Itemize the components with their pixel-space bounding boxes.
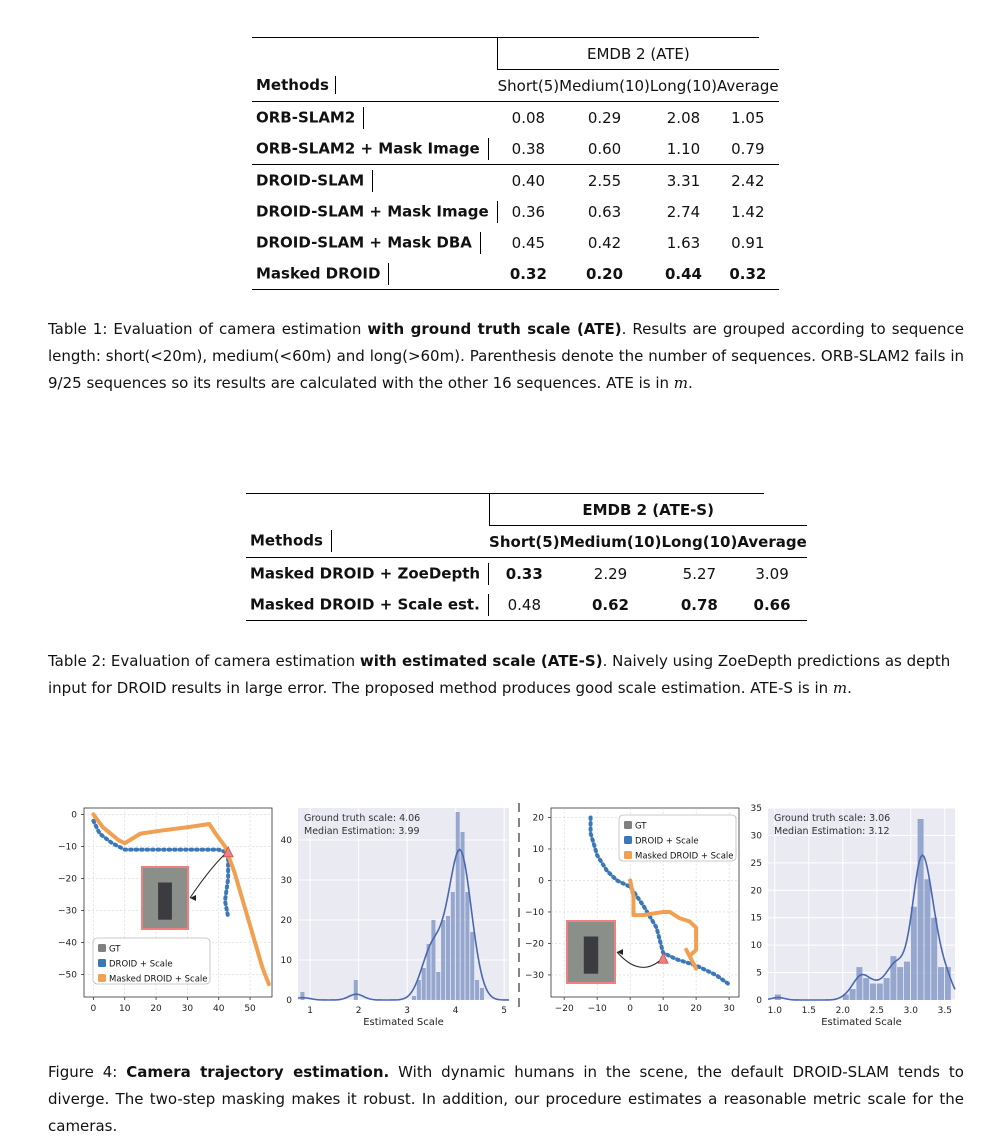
x-axis-label: Estimated Scale (821, 1017, 902, 1028)
x-tick-label: 0 (627, 1004, 634, 1014)
histogram-bar (931, 918, 937, 1000)
histogram-bar (446, 916, 450, 1000)
method-name: DROID-SLAM (256, 171, 365, 189)
x-tick-label: 30 (181, 1004, 194, 1014)
x-tick-label: 1.5 (801, 1006, 816, 1016)
cell: 0.78 (680, 595, 718, 614)
histogram-bar (436, 972, 440, 1000)
y-tick-label: −30 (58, 906, 77, 917)
table-1-col-long: Long(10) (649, 76, 718, 95)
y-tick-label: −10 (525, 907, 544, 918)
cell: 0.36 (511, 202, 546, 221)
histogram-bar (354, 980, 358, 1000)
legend-droid-swatch (98, 959, 106, 967)
table-row (252, 196, 779, 227)
table-1-methods-header: Methods (256, 76, 329, 95)
histogram-bar (870, 984, 876, 1000)
cell: 2.42 (731, 171, 765, 190)
y-tick-label: −20 (525, 939, 544, 950)
method-name: ORB-SLAM2 + Mask Image (256, 139, 480, 157)
cell: 1.42 (731, 202, 765, 221)
histogram-bar (465, 892, 469, 1000)
y-tick-label: −30 (525, 970, 544, 981)
x-axis-label: Estimated Scale (363, 1017, 444, 1028)
gt-scale-label: Ground truth scale: 4.06 (304, 813, 421, 824)
y-tick-label: 20 (532, 813, 544, 824)
cell: 0.40 (511, 171, 546, 190)
method-name: Masked DROID + ZoeDepth (250, 564, 481, 582)
legend-droid-label: DROID + Scale (109, 959, 173, 970)
y-tick-label: −10 (58, 842, 77, 853)
legend-masked-swatch (624, 851, 632, 859)
histogram-bar (850, 989, 856, 1000)
cell: 0.42 (587, 233, 622, 252)
cell: 3.31 (666, 171, 701, 190)
histogram-bar (412, 996, 416, 1000)
cell: 0.33 (505, 564, 543, 583)
cell: 2.29 (593, 564, 628, 583)
table-2-col-short: Short(5) (489, 532, 560, 551)
cell: 0.20 (586, 264, 624, 283)
figure-4 (0, 795, 1003, 1035)
table-1-col-medium: Medium(10) (559, 76, 650, 95)
cell: 5.27 (682, 564, 717, 583)
cell: 0.44 (664, 264, 702, 283)
cell: 0.29 (587, 108, 622, 127)
y-tick-label: −50 (58, 970, 77, 981)
method-name: DROID-SLAM + Mask Image (256, 202, 489, 220)
x-tick-label: −10 (587, 1004, 607, 1014)
cell: 2.74 (666, 202, 701, 221)
histogram-bar (480, 988, 484, 1000)
cell: 0.63 (587, 202, 622, 221)
legend-droid-label: DROID + Scale (635, 836, 699, 847)
legend-droid-swatch (624, 836, 632, 844)
y-tick-label: −40 (58, 938, 77, 949)
method-name: ORB-SLAM2 (256, 108, 356, 126)
x-tick-label: 2 (355, 1006, 362, 1016)
cell: 1.63 (666, 233, 701, 252)
cell: 1.05 (731, 108, 765, 127)
y-tick-label: 0 (286, 996, 292, 1006)
table-row (246, 589, 807, 621)
trajectory-plot-left (58, 808, 272, 1014)
x-tick-label: 30 (723, 1004, 735, 1014)
cell: 0.32 (509, 264, 547, 283)
cell: 0.91 (731, 233, 765, 252)
histogram-bar (897, 967, 903, 1000)
histogram-bar (924, 879, 930, 1000)
legend-gt-label: GT (109, 944, 121, 955)
figure-4-caption: Figure 4: Camera trajectory estimation. With dynamic humans in the scene, the default DROID-SLAM tends to diverge. The two-step masking makes it robust. In addition, our procedure estimates a reasonable metric scale for the cameras. (48, 1063, 964, 1135)
histogram-bar (884, 978, 890, 1000)
x-tick-label: 1.0 (767, 1006, 782, 1016)
table-row (252, 165, 779, 197)
histogram-right (751, 804, 955, 1028)
table-1-col-short: Short(5) (497, 76, 560, 95)
x-tick-label: 20 (150, 1004, 162, 1014)
x-tick-label: 5 (501, 1006, 508, 1016)
histogram-bar (300, 992, 304, 1000)
legend-gt-swatch (98, 944, 106, 952)
y-tick-label: 30 (280, 876, 292, 886)
histogram-bar (441, 920, 445, 1000)
x-tick-label: 10 (119, 1004, 131, 1014)
histogram-bar (904, 962, 910, 1000)
histogram-bar (451, 892, 455, 1000)
x-tick-label: 0 (90, 1004, 97, 1014)
person-silhouette (158, 883, 172, 920)
y-tick-label: 0 (756, 996, 762, 1006)
y-tick-label: −20 (58, 874, 77, 885)
histogram-bar (918, 819, 924, 1000)
histogram-bar (431, 920, 435, 1000)
histogram-bar (475, 980, 479, 1000)
histogram-bar (863, 978, 869, 1000)
y-tick-label: 5 (756, 968, 762, 979)
legend-masked-label: Masked DROID + Scale (635, 851, 734, 862)
legend-gt-label: GT (635, 821, 647, 832)
method-name: DROID-SLAM + Mask DBA (256, 233, 472, 251)
y-tick-label: 35 (750, 804, 762, 814)
table-2-group-header: EMDB 2 (ATE-S) (489, 494, 807, 526)
table-1-group-header: EMDB 2 (ATE) (498, 38, 779, 70)
legend-masked-swatch (98, 974, 106, 982)
y-tick-label: 10 (532, 844, 544, 855)
y-tick-label: 30 (750, 831, 762, 842)
legend-gt-swatch (624, 821, 632, 829)
method-name: Masked DROID (256, 264, 381, 282)
histogram-bar (456, 812, 460, 1000)
table-row (252, 227, 779, 258)
y-tick-label: 0 (538, 876, 544, 887)
x-tick-label: 3.5 (937, 1006, 952, 1016)
table-1-caption: Table 1: Evaluation of camera estimation with ground truth scale (ATE). Results are grouped according to sequence length: short(<20m), medium(<60m) and long(>60m). Parenthesis denote the number of sequences. ORB-SLAM2 fails in 9/25 sequences so its results are calculated with the other 16 sequences. ATE is in m. (48, 320, 965, 392)
histogram-bar (422, 968, 426, 1000)
table-2-caption: Table 2: Evaluation of camera estimation with estimated scale (ATE-S). Naively using ZoeDepth predictions as depth input for DROID results in large error. The proposed method produces good scale estimation. ATE-S is in m. (48, 652, 951, 697)
person-silhouette (584, 937, 598, 974)
cell: 0.79 (731, 139, 765, 158)
y-tick-label: 10 (750, 941, 762, 952)
table-2-col-medium: Medium(10) (559, 532, 662, 551)
table-1 (252, 37, 779, 290)
x-tick-label: 2.0 (835, 1006, 850, 1016)
histogram-bar (877, 984, 883, 1000)
x-tick-label: 10 (657, 1004, 669, 1014)
method-name: Masked DROID + Scale est. (250, 595, 480, 613)
histogram-bar (938, 967, 944, 1000)
y-tick-label: 25 (750, 858, 762, 869)
histogram-bar (470, 932, 474, 1000)
x-tick-label: −20 (554, 1004, 574, 1014)
cell: 0.60 (587, 139, 622, 158)
y-tick-label: 40 (280, 836, 292, 846)
y-tick-label: 10 (280, 956, 292, 966)
y-tick-label: 20 (280, 916, 292, 926)
x-tick-label: 3.0 (903, 1006, 918, 1016)
table-2-methods-header: Methods (250, 531, 323, 550)
table-2 (246, 493, 807, 621)
cell: 0.62 (591, 595, 629, 614)
y-tick-label: 15 (750, 913, 762, 924)
cell: 1.10 (666, 139, 701, 158)
table-row (252, 102, 779, 134)
cell: 0.48 (507, 595, 541, 614)
cell: 2.08 (666, 108, 701, 127)
x-tick-label: 1 (307, 1006, 313, 1016)
median-estimation-label: Median Estimation: 3.12 (774, 826, 890, 837)
x-tick-label: 50 (244, 1004, 256, 1014)
gt-scale-label: Ground truth scale: 3.06 (774, 813, 891, 824)
y-tick-label: 0 (71, 810, 77, 821)
table-row (252, 258, 779, 290)
legend-masked-label: Masked DROID + Scale (109, 974, 208, 985)
cell: 0.66 (753, 595, 791, 614)
cell: 0.08 (511, 108, 546, 127)
x-tick-label: 4 (452, 1006, 459, 1016)
table-2-col-long: Long(10) (661, 532, 738, 551)
histogram-bar (856, 967, 862, 1000)
table-row (246, 558, 807, 590)
table-2-grid (246, 494, 807, 621)
table-1-col-average: Average (717, 76, 779, 95)
cell: 0.38 (511, 139, 546, 158)
median-estimation-label: Median Estimation: 3.99 (304, 826, 420, 837)
x-tick-label: 40 (213, 1004, 225, 1014)
y-tick-label: 20 (750, 886, 762, 897)
histogram-left (281, 808, 509, 1028)
table-1-grid (252, 38, 779, 290)
x-tick-label: 20 (690, 1004, 702, 1014)
cell: 3.09 (755, 564, 789, 583)
cell: 2.55 (587, 171, 622, 190)
table-2-col-average: Average (737, 532, 807, 551)
cell: 0.32 (729, 264, 767, 283)
histogram-bar (911, 907, 917, 1000)
x-tick-label: 3 (404, 1006, 411, 1016)
trajectory-plot-right (525, 808, 739, 1014)
x-tick-label: 2.5 (869, 1006, 884, 1016)
histogram-bar (417, 980, 421, 1000)
cell: 0.45 (511, 233, 546, 252)
table-row (252, 133, 779, 165)
